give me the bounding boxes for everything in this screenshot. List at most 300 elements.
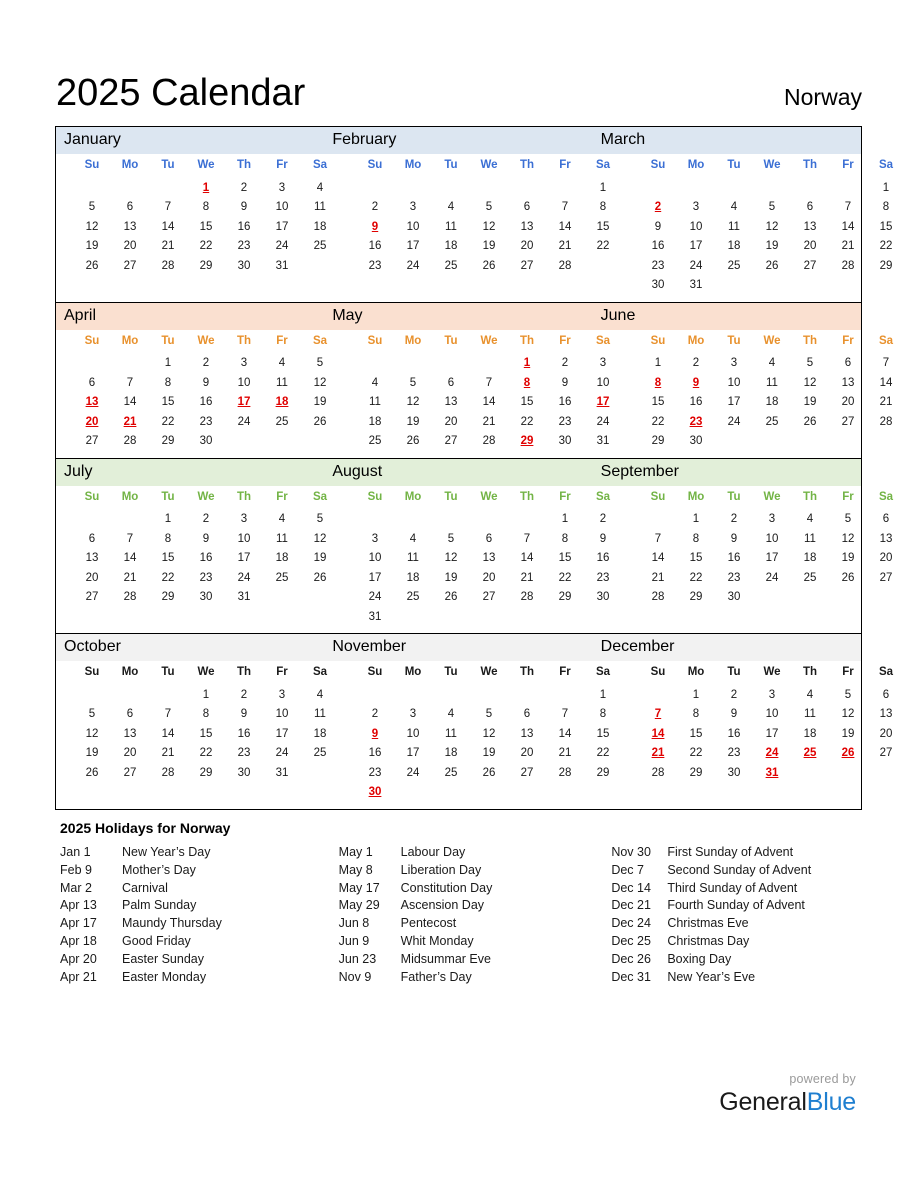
row-spacer <box>622 510 639 530</box>
day-cell: 22 <box>520 415 534 428</box>
weekday-label: Tu <box>161 334 175 347</box>
month-block <box>339 154 622 302</box>
row-spacer <box>622 705 639 725</box>
day-cell: 21 <box>558 747 572 759</box>
day-cell: 21 <box>161 747 175 759</box>
day-cell: 6 <box>523 708 531 720</box>
week-row <box>56 218 339 238</box>
day-cell: 20 <box>520 240 534 252</box>
month-title: February <box>332 131 397 148</box>
weekday-label: Su <box>650 334 666 347</box>
day-cell: 3 <box>240 513 248 525</box>
day-cell-empty <box>73 510 111 530</box>
weekday-label: Mo <box>121 334 139 347</box>
day-cell: 24 <box>368 591 382 603</box>
day-cell: 19 <box>313 396 327 408</box>
day-cell-holiday: 26 <box>841 747 855 759</box>
week-row <box>339 686 622 706</box>
weekday-label: Fr <box>559 159 571 171</box>
row-spacer <box>56 530 73 550</box>
weekday-label: Tu <box>161 490 175 503</box>
day-cell: 8 <box>164 376 172 389</box>
day-cell: 7 <box>126 376 134 389</box>
row-spacer <box>339 432 356 452</box>
quarter-header <box>56 127 861 154</box>
holidays-column <box>593 844 860 987</box>
day-cell-empty <box>508 608 546 628</box>
day-cell: 14 <box>558 220 572 233</box>
weekday-label: Tu <box>444 159 458 171</box>
weekday-header-row <box>622 154 905 179</box>
day-cell: 4 <box>730 201 738 213</box>
day-cell-empty <box>867 764 905 784</box>
holiday-name: Christmas Day <box>667 934 750 949</box>
day-cell: 26 <box>313 415 327 428</box>
quarter-row <box>56 127 894 302</box>
week-row <box>622 276 905 296</box>
day-cell: 21 <box>123 571 137 584</box>
day-cell: 9 <box>599 532 607 545</box>
day-cell: 21 <box>161 240 175 252</box>
day-cell: 5 <box>88 708 96 720</box>
day-cell: 6 <box>844 357 852 369</box>
day-cell: 24 <box>237 415 251 428</box>
weekday-label: Sa <box>312 159 328 171</box>
day-cell: 19 <box>406 415 420 428</box>
day-cell: 18 <box>406 571 420 584</box>
day-cell-empty <box>111 686 149 706</box>
holiday-name: Easter Monday <box>122 969 207 984</box>
day-cell: 21 <box>482 415 496 428</box>
day-cell: 19 <box>841 727 855 740</box>
day-cell-empty <box>508 179 546 199</box>
day-cell: 6 <box>447 376 455 389</box>
day-cell: 27 <box>123 259 137 272</box>
day-cell: 9 <box>202 376 210 389</box>
row-spacer <box>339 374 356 394</box>
row-spacer <box>339 549 356 569</box>
day-cell: 7 <box>654 532 662 545</box>
week-row <box>622 530 905 550</box>
day-cell: 27 <box>482 591 496 603</box>
week-row <box>622 686 905 706</box>
holiday-name: Good Friday <box>122 934 191 949</box>
day-cell: 11 <box>766 376 778 389</box>
day-cell: 23 <box>199 415 213 428</box>
day-cell: 14 <box>651 552 665 564</box>
day-cell: 18 <box>727 240 741 252</box>
weekday-header-row <box>339 486 622 511</box>
weekday-label: We <box>763 334 781 347</box>
day-cell: 26 <box>482 259 496 272</box>
row-spacer <box>339 588 356 608</box>
day-cell: 16 <box>596 552 610 564</box>
row-spacer <box>339 393 356 413</box>
row-spacer <box>622 413 639 433</box>
day-cell: 7 <box>882 357 890 369</box>
day-cell: 15 <box>199 727 213 740</box>
day-cell: 2 <box>240 181 248 194</box>
month-block <box>339 486 622 634</box>
row-spacer <box>56 705 73 725</box>
holiday-list-item <box>611 897 860 915</box>
day-cell: 10 <box>596 376 610 389</box>
holiday-name: Second Sunday of Advent <box>667 862 812 877</box>
day-cell: 1 <box>599 181 607 194</box>
holiday-name: Boxing Day <box>667 952 732 967</box>
holiday-name: Christmas Eve <box>667 916 749 931</box>
weekday-header-row <box>339 154 622 179</box>
row-spacer <box>56 486 73 511</box>
day-cell: 19 <box>482 747 496 759</box>
day-cell: 26 <box>313 571 327 584</box>
calendar-grid <box>55 126 894 810</box>
day-cell: 25 <box>444 259 458 272</box>
quarter-row <box>56 302 894 458</box>
day-cell-empty <box>470 783 508 803</box>
row-spacer <box>339 154 356 179</box>
day-cell: 20 <box>520 747 534 759</box>
day-cell: 30 <box>596 591 610 603</box>
day-cell-empty <box>301 432 339 452</box>
holiday-list-item <box>60 862 327 880</box>
weekday-label: Mo <box>404 490 422 503</box>
day-cell: 23 <box>596 571 610 584</box>
day-cell-empty <box>432 783 470 803</box>
quarter-body <box>56 330 894 458</box>
weekday-header-row <box>56 154 339 179</box>
day-cell-empty <box>263 588 301 608</box>
row-spacer <box>622 393 639 413</box>
day-cell: 11 <box>804 708 816 720</box>
day-cell: 12 <box>803 376 817 389</box>
holiday-date: Dec 21 <box>611 898 651 913</box>
day-cell: 24 <box>727 415 741 428</box>
holiday-list-item <box>60 880 327 898</box>
day-cell-empty <box>301 588 339 608</box>
holidays-columns <box>60 844 860 987</box>
row-spacer <box>56 179 73 199</box>
day-cell: 14 <box>123 396 137 408</box>
day-cell: 14 <box>558 727 572 740</box>
day-cell-empty <box>432 608 470 628</box>
row-spacer <box>56 764 73 784</box>
day-cell: 22 <box>879 240 893 252</box>
row-spacer <box>339 569 356 589</box>
holiday-list-item <box>611 915 860 933</box>
day-cell-empty <box>111 510 149 530</box>
day-cell: 28 <box>558 259 572 272</box>
weekday-label: Th <box>236 159 252 171</box>
day-cell-empty <box>356 686 394 706</box>
month-title: January <box>64 131 121 148</box>
week-row <box>622 764 905 784</box>
brand-footer <box>719 1072 856 1117</box>
week-row <box>339 179 622 199</box>
holiday-name: Fourth Sunday of Advent <box>667 898 805 913</box>
weekday-label: Fr <box>842 159 854 171</box>
day-cell-empty <box>829 179 867 199</box>
quarter-row <box>56 633 894 809</box>
weekday-label: Th <box>519 490 535 503</box>
day-cell-holiday: 18 <box>275 396 289 408</box>
day-cell: 14 <box>161 727 175 740</box>
day-cell-empty <box>829 432 867 452</box>
day-cell: 18 <box>275 552 289 564</box>
day-cell: 12 <box>313 376 327 389</box>
day-cell: 20 <box>879 727 893 740</box>
day-cell: 26 <box>803 415 817 428</box>
row-spacer <box>56 510 73 530</box>
row-spacer <box>339 661 356 686</box>
day-cell: 24 <box>237 571 251 584</box>
week-row <box>622 218 905 238</box>
row-spacer <box>339 608 356 628</box>
day-cell: 16 <box>368 240 382 252</box>
row-spacer <box>622 744 639 764</box>
day-cell: 12 <box>406 396 420 408</box>
holiday-date: Nov 30 <box>611 844 651 859</box>
day-cell: 31 <box>368 610 382 623</box>
day-cell: 13 <box>879 708 893 720</box>
day-cell: 19 <box>482 240 496 252</box>
day-cell: 4 <box>447 201 455 213</box>
row-spacer <box>56 374 73 394</box>
day-cell: 21 <box>841 240 855 252</box>
day-cell-empty <box>149 179 187 199</box>
day-cell: 30 <box>558 435 572 447</box>
day-cell-holiday: 25 <box>803 747 817 759</box>
week-row <box>56 725 339 745</box>
weekday-label: Su <box>84 490 100 503</box>
day-cell: 18 <box>803 727 817 740</box>
day-cell-empty <box>829 276 867 296</box>
day-cell: 30 <box>199 591 213 603</box>
day-cell: 12 <box>841 532 855 545</box>
day-cell: 15 <box>689 727 703 740</box>
month-title: July <box>64 462 93 480</box>
day-cell: 20 <box>841 396 855 408</box>
day-cell: 16 <box>237 727 251 740</box>
day-cell-empty <box>73 686 111 706</box>
day-cell: 17 <box>275 220 289 233</box>
day-cell-empty <box>394 510 432 530</box>
day-cell: 30 <box>199 435 213 447</box>
week-row <box>56 432 339 452</box>
day-cell: 28 <box>123 591 137 603</box>
day-cell: 21 <box>558 240 572 252</box>
weekday-label: Su <box>367 334 383 347</box>
day-cell: 16 <box>689 396 703 408</box>
row-spacer <box>56 744 73 764</box>
day-cell: 6 <box>882 688 890 701</box>
day-cell-holiday: 9 <box>692 376 700 389</box>
day-cell: 21 <box>879 396 893 408</box>
weekday-label: Fr <box>276 159 288 171</box>
day-cell: 14 <box>520 552 534 564</box>
day-cell: 17 <box>406 240 420 252</box>
day-cell: 6 <box>88 376 96 389</box>
day-cell: 24 <box>596 415 610 428</box>
row-spacer <box>339 686 356 706</box>
holiday-date: Jun 23 <box>338 952 377 967</box>
holiday-date: Dec 7 <box>611 862 644 877</box>
day-cell: 27 <box>520 766 534 779</box>
holidays-column <box>60 844 327 987</box>
day-cell-empty <box>715 276 753 296</box>
holiday-list-item <box>339 933 594 951</box>
row-spacer <box>622 569 639 589</box>
day-cell: 2 <box>730 688 738 701</box>
day-cell: 23 <box>368 259 382 272</box>
day-cell: 4 <box>806 513 814 525</box>
day-cell: 14 <box>879 376 893 389</box>
day-cell-empty <box>470 686 508 706</box>
day-cell: 8 <box>692 532 700 545</box>
weekday-label: Tu <box>727 666 741 678</box>
holiday-name: Labour Day <box>400 844 466 859</box>
day-cell: 30 <box>727 591 741 603</box>
row-spacer <box>622 725 639 745</box>
day-cell-empty <box>584 257 622 277</box>
holiday-name: Ascension Day <box>400 898 485 913</box>
weekday-label: We <box>480 490 498 503</box>
weekday-label: Tu <box>444 490 458 503</box>
day-cell: 27 <box>879 571 893 584</box>
day-cell-empty <box>639 510 677 530</box>
month-block <box>622 486 905 634</box>
row-spacer <box>339 764 356 784</box>
day-cell: 30 <box>727 766 741 779</box>
day-cell: 2 <box>371 708 379 720</box>
day-cell-holiday: 21 <box>651 747 665 759</box>
holiday-date: Jan 1 <box>60 844 91 859</box>
week-row <box>622 198 905 218</box>
day-cell: 5 <box>316 513 324 525</box>
day-cell-empty <box>470 608 508 628</box>
day-cell: 12 <box>841 708 855 720</box>
week-row <box>56 413 339 433</box>
day-cell: 25 <box>275 571 289 584</box>
weekday-label: Su <box>84 334 100 347</box>
day-cell-empty <box>584 608 622 628</box>
day-cell: 29 <box>689 766 703 779</box>
powered-by-label: powered by <box>789 1072 856 1086</box>
row-spacer <box>339 179 356 199</box>
day-cell-empty <box>791 179 829 199</box>
holiday-date: Jun 9 <box>338 934 370 949</box>
weekday-label: We <box>480 159 498 171</box>
day-cell: 16 <box>237 220 251 233</box>
day-cell: 27 <box>123 766 137 779</box>
day-cell: 25 <box>275 415 289 428</box>
weekday-label: Tu <box>444 666 458 678</box>
day-cell: 4 <box>768 357 776 369</box>
day-cell: 11 <box>804 532 816 545</box>
day-cell: 16 <box>199 396 213 408</box>
day-cell-empty <box>639 179 677 199</box>
holidays-section <box>60 820 860 987</box>
holiday-list-item <box>611 969 860 987</box>
day-cell: 8 <box>164 532 172 545</box>
holiday-list-item <box>60 969 327 987</box>
day-cell-empty <box>791 588 829 608</box>
week-row <box>622 374 905 394</box>
day-cell: 5 <box>409 376 417 389</box>
weekday-label: Th <box>519 159 535 171</box>
row-spacer <box>622 237 639 257</box>
brand-name <box>719 1089 856 1117</box>
day-cell: 16 <box>727 727 741 740</box>
day-cell: 3 <box>409 201 417 213</box>
week-row <box>339 549 622 569</box>
day-cell: 11 <box>369 396 381 408</box>
day-cell: 6 <box>523 201 531 213</box>
day-cell: 25 <box>803 571 817 584</box>
day-cell-holiday: 20 <box>85 415 99 428</box>
day-cell: 28 <box>841 259 855 272</box>
row-spacer <box>339 510 356 530</box>
day-cell-holiday: 30 <box>368 786 382 798</box>
day-cell-empty <box>867 432 905 452</box>
day-cell: 27 <box>444 435 458 447</box>
holiday-list-item <box>611 951 860 969</box>
holiday-name: Palm Sunday <box>122 898 197 913</box>
day-cell: 30 <box>651 279 665 291</box>
row-spacer <box>339 530 356 550</box>
week-row <box>339 237 622 257</box>
day-cell: 5 <box>768 201 776 213</box>
holiday-list-item <box>611 880 860 898</box>
weekday-label: Th <box>802 159 818 171</box>
week-row <box>622 432 905 452</box>
week-row <box>56 179 339 199</box>
day-cell: 1 <box>202 688 210 701</box>
week-row <box>622 705 905 725</box>
day-cell: 17 <box>765 727 779 740</box>
holiday-name: First Sunday of Advent <box>667 844 794 859</box>
weekday-label: Fr <box>276 334 288 347</box>
quarter-body <box>56 486 894 634</box>
row-spacer <box>339 218 356 238</box>
day-cell: 10 <box>406 727 420 740</box>
day-cell: 18 <box>368 415 382 428</box>
day-cell: 24 <box>275 747 289 759</box>
day-cell: 13 <box>879 532 893 545</box>
weekday-label: Mo <box>687 334 705 347</box>
day-cell: 8 <box>599 708 607 720</box>
day-cell: 1 <box>654 357 662 369</box>
row-spacer <box>56 725 73 745</box>
weekday-label: Th <box>519 334 535 347</box>
day-cell: 15 <box>689 552 703 564</box>
day-cell: 8 <box>202 708 210 720</box>
quarter-row <box>56 458 894 634</box>
day-cell-holiday: 2 <box>654 201 662 213</box>
day-cell: 3 <box>599 357 607 369</box>
holiday-list-item <box>60 951 327 969</box>
day-cell: 1 <box>561 513 569 525</box>
week-row <box>339 764 622 784</box>
day-cell-empty <box>432 179 470 199</box>
day-cell: 22 <box>161 415 175 428</box>
weekday-label: Mo <box>687 159 705 171</box>
day-cell-empty <box>546 686 584 706</box>
weekday-label: We <box>480 334 498 347</box>
day-cell: 8 <box>692 708 700 720</box>
week-row <box>56 686 339 706</box>
day-cell: 31 <box>689 279 703 291</box>
